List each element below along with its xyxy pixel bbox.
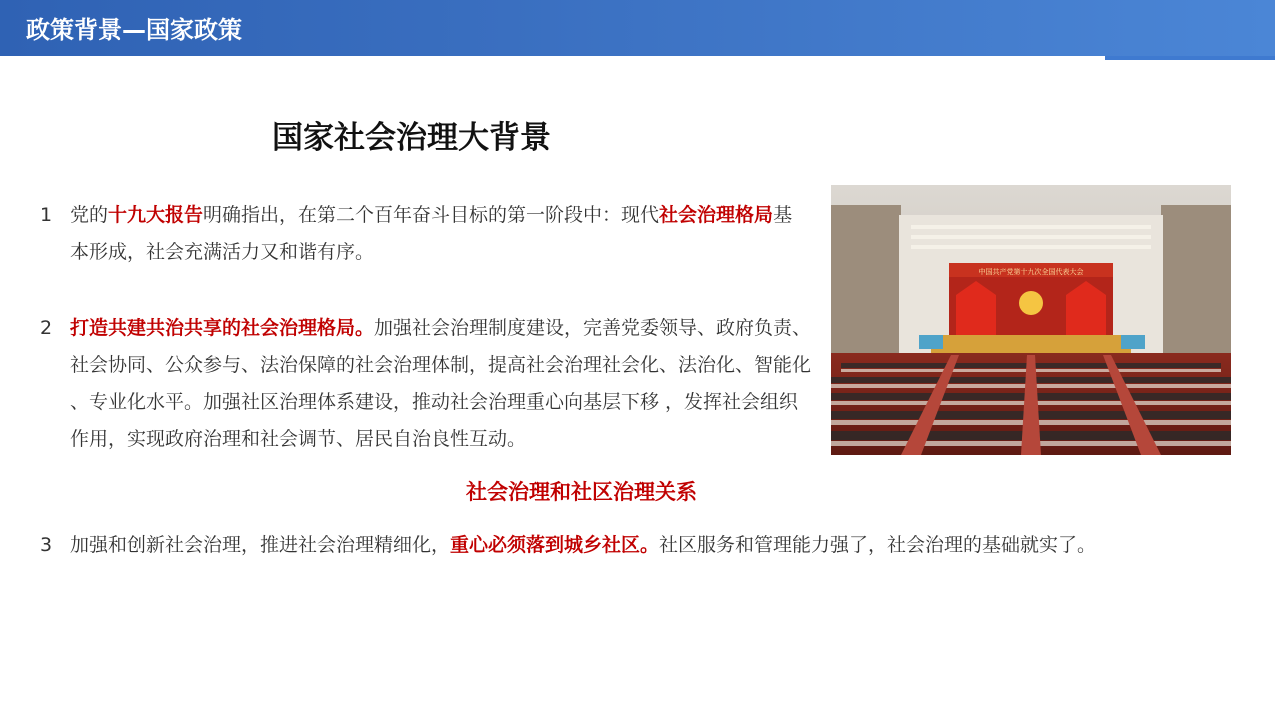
item-number-2: 2 bbox=[40, 317, 53, 339]
congress-hall-illustration bbox=[831, 185, 1231, 455]
congress-hall-photo bbox=[831, 185, 1231, 455]
item-2-seg-0: 打造共建共治共享的社会治理格局。 bbox=[70, 317, 375, 339]
banner-text: 中国共产党第十九次全国代表大会 bbox=[978, 268, 1084, 276]
item-1-seg-3: 社会治理格局 bbox=[659, 204, 774, 226]
subheading: 社会治理和社区治理关系 bbox=[466, 480, 697, 504]
header-bar bbox=[0, 0, 1275, 56]
item-number-3: 3 bbox=[40, 534, 53, 556]
item-number-1: 1 bbox=[40, 204, 53, 226]
item-text-3 bbox=[70, 527, 1250, 564]
header-title: 政策背景—国家政策 bbox=[26, 16, 242, 44]
item-3-seg-0: 加强和创新社会治理，推进社会治理精细化， bbox=[70, 534, 451, 556]
item-1-seg-2: 明确指出，在第二个百年奋斗目标的第一阶段中：现代 bbox=[203, 204, 660, 226]
item-1-seg-1: 十九大报告 bbox=[108, 204, 204, 226]
header-accent-line bbox=[1105, 56, 1275, 60]
item-1-seg-0: 党的 bbox=[70, 204, 109, 226]
main-title: 国家社会治理大背景 bbox=[272, 120, 551, 156]
item-text-1 bbox=[70, 197, 800, 271]
item-2-seg-1: 加强社会治理制度建设，完善党委领导、政府负责、社会协同、公众参与、法治保障的社会治理体制，提高社会治理社会化、法治化、智能化 、专业化水平。加强社区治理体系建设，推动社会治理重心向基层下移 ，发挥社会组织作用，实现政府治理和社会调节、居民自治良性互动。 bbox=[70, 317, 812, 450]
item-1-seg-4: 基本形成，社会充满活力又和谐有序。 bbox=[70, 204, 793, 263]
item-3-seg-1: 重心必须落到城乡社区。 bbox=[450, 534, 660, 556]
item-text-2 bbox=[70, 310, 815, 458]
item-3-seg-2: 社区服务和管理能力强了，社会治理的基础就实了。 bbox=[659, 534, 1097, 556]
